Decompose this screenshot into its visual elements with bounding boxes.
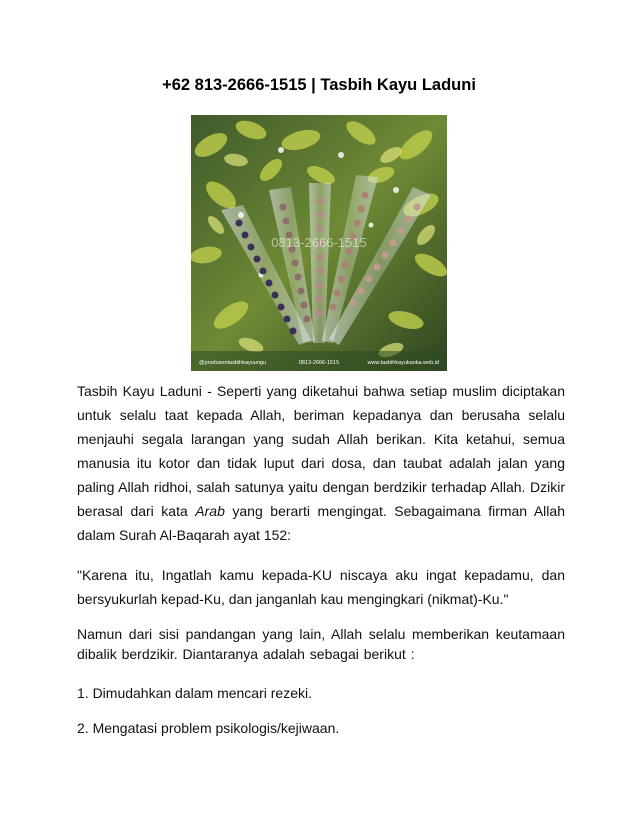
photo-caption-right: www.tasbihkayukaoka.web.id [367,360,439,366]
intro-text-after: yang berarti mengingat. Sebagaimana firman Allah dalam Surah Al-Baqarah ayat 152: [77,503,565,543]
photo-caption-left: @produsentasbihkayuungu [199,360,267,366]
quote-paragraph: "Karena itu, Ingatlah kamu kepada-KU niscaya aku ingat kepadamu, dan bersyukurlah kepad-Ku, dan janganlah kau mengingkari (nikmat)-Ku." [77,567,565,607]
photo-caption-mid: 0813-2666-1515 [298,360,340,366]
list-item: 2. Mengatasi problem psikologis/kejiwaan. [77,720,340,736]
document-title: +62 813-2666-1515 | Tasbih Kayu Laduni [162,76,476,94]
list-item: 1. Dimudahkan dalam mencari rezeki. [77,685,312,701]
photo-watermark: 0813-2666-1515 [271,235,367,250]
intro-text-before: Tasbih Kayu Laduni - Seperti yang diketahui bahwa setiap muslim diciptakan untuk selalu taat kepada Allah, beriman kepadanya dan berusaha selalu menjauhi segala larangan yang sudah Allah berikan. Kita ketahui, semua manusia itu kotor dan tidak luput dari dosa, dan taubat adalah jalan yang paling Allah ridhoi, salah satunya yaitu dengan berdzikir terhadap Allah. Dzikir berasal dari kata [77,383,565,519]
benefits-intro-paragraph: Namun dari sisi pandangan yang lain, Allah selalu memberikan keutamaan dibalik berdzikir. Diantaranya adalah sebagai berikut : [77,626,565,662]
tasbih-photo [191,115,447,371]
intro-paragraph [77,379,565,547]
intro-italic-word: Arab [195,503,225,519]
